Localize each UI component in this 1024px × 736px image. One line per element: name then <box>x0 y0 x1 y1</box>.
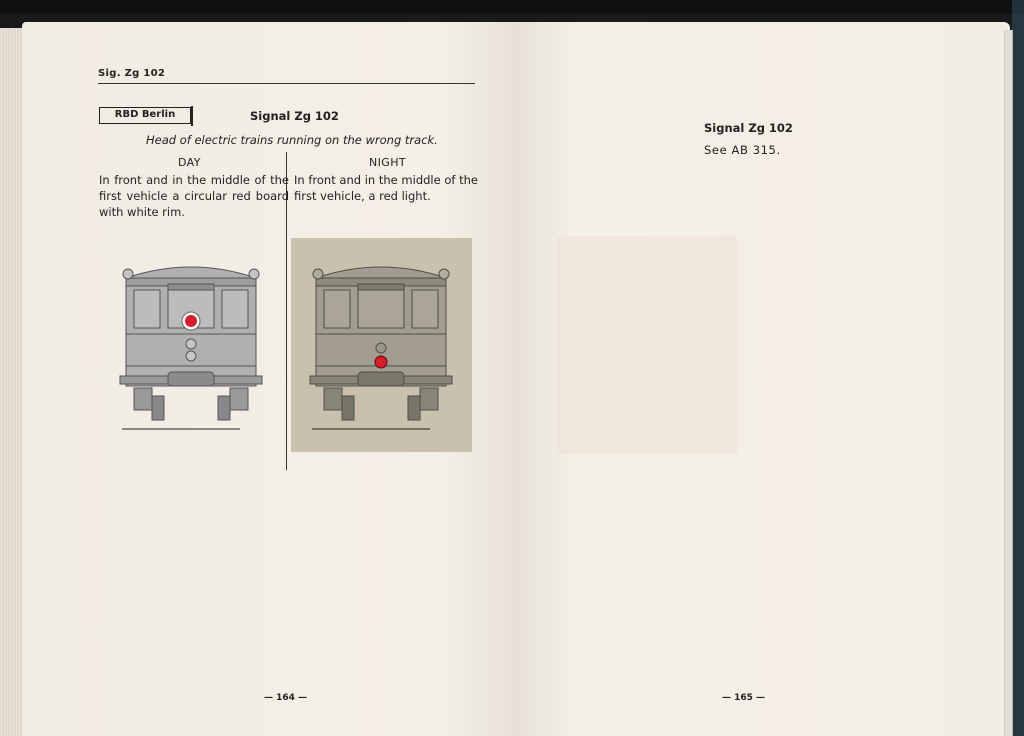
running-head: Sig. Zg 102 <box>98 68 166 79</box>
train-front-night-illustration <box>306 256 456 436</box>
red-light-signal <box>375 356 387 368</box>
cross-reference: See AB 315. <box>704 143 781 157</box>
train-front-day-illustration <box>116 256 266 436</box>
show-through-stain <box>557 236 737 454</box>
region-label-tick <box>191 106 193 126</box>
header-rule <box>98 83 475 84</box>
day-heading: DAY <box>178 156 201 169</box>
region-label-box: RBD Berlin <box>99 107 191 124</box>
page-number-right: — 165 — <box>722 693 766 703</box>
scan-shadow <box>1012 0 1024 736</box>
night-heading: NIGHT <box>369 156 406 169</box>
scanner-background <box>0 0 1024 14</box>
page-number-left: — 164 — <box>264 693 308 703</box>
signal-title: Signal Zg 102 <box>250 109 339 123</box>
night-description: In front and in the middle of the first vehicle, a red light. <box>294 173 478 203</box>
signal-description: Head of electric trains running on the wrong track. <box>146 133 438 147</box>
day-description: In front and in the middle of the first vehicle a circular red board with white rim. <box>99 173 289 219</box>
right-signal-title: Signal Zg 102 <box>704 121 793 135</box>
